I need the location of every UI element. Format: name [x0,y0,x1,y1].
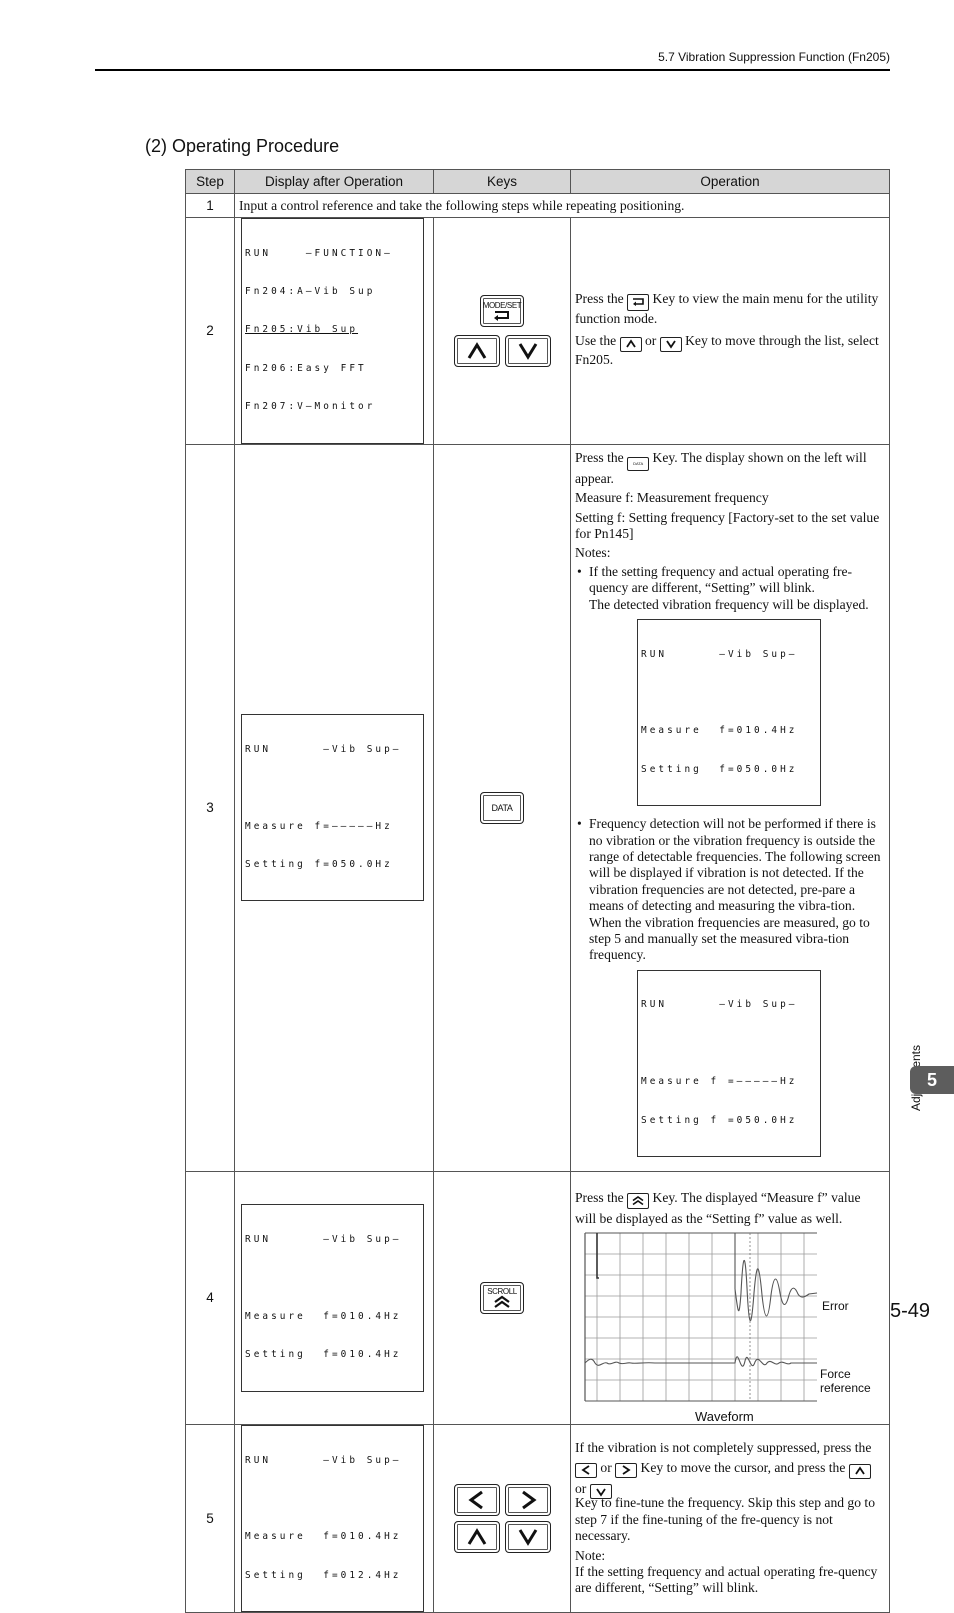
op-text: or [600,1460,612,1476]
right-key[interactable] [505,1484,551,1516]
left-inline-key [575,1463,597,1478]
force-reference-label: Force reference [820,1366,871,1395]
lcd-line: Fn206:Easy FFT [245,362,367,374]
mode-set-key-label: MODE/SET [482,300,522,310]
up-arrow-icon [626,340,636,348]
page-number: 5-49 [889,1300,930,1322]
lcd-line: Measure f=010.4Hz [245,1310,402,1322]
lcd-display-measured [637,619,821,806]
lcd-line: Measure f=010.4Hz [641,725,798,737]
data-key[interactable] [480,792,524,824]
waveform-figure [585,1233,887,1424]
down-arrow-icon [666,340,676,348]
keys-cell [434,444,571,1171]
operation-cell [571,218,890,445]
lcd-line: Measure f=010.4Hz [245,1531,402,1543]
keys-cell [434,1424,571,1612]
up-arrow-icon [467,1528,487,1546]
lcd-line [245,782,420,795]
lcd-line: Setting f=050.0Hz [245,858,393,870]
op-text: or [644,333,657,349]
lcd-line: Setting f=012.4Hz [245,1569,402,1581]
lcd-line: Fn207:V—Monitor [245,401,376,413]
return-arrow-icon [492,310,512,321]
lcd-line [245,1493,420,1506]
down-key[interactable] [505,335,551,367]
left-arrow-icon [582,1465,590,1475]
left-arrow-icon [467,1490,487,1510]
mode-set-key[interactable] [480,295,524,327]
op-text: Setting f: Setting frequency [Factory-set to the set value for Pn145] [575,509,880,541]
step1-text: Input a control reference and take the following steps while repeating positioning. [235,194,890,218]
lcd-line [245,1272,420,1285]
op-text: Press the [575,291,624,307]
waveform-plot [585,1233,817,1401]
table-row-step5 [186,1424,890,1612]
table-row-step4 [186,1171,890,1424]
display-cell [235,218,434,445]
mode-set-inline-key [627,294,649,311]
lcd-line: RUN —Vib Sup— [245,1454,402,1466]
bullet-item: • Frequency detection will not be performed if there is no vibration or the vibration frequency is outside the range of detectable frequencies. The following screen will be displayed if vibration is not detected. If the vibration frequencies are not detected, pre-pare a means of detecting and measuring the vibra-tion. When the vibration frequencies are measured, go to step 5 and manually set the measured vibra-tion frequency. [575,816,885,964]
scroll-key-label: SCROLL [487,1287,517,1297]
lcd-display [241,218,424,444]
op-text: If the setting frequency and actual operating fre-quency are different, “Setting” will blink. [575,1563,878,1596]
procedure-table [185,169,890,1613]
op-text: Press the [575,449,624,465]
lcd-line: RUN —Vib Sup— [641,648,798,660]
op-text: Key to fine-tune the frequency. Skip this step and go to step 7 if the fine-tuning of the fre-quency is not necessary. [575,1495,875,1544]
lcd-line-selected: Fn205:Vib Sup [245,324,359,336]
step-number: 3 [186,444,235,1171]
operation-cell [571,1171,890,1424]
op-text: The detected vibration frequency will be displayed. [589,596,869,612]
left-key[interactable] [454,1484,500,1516]
op-text: Key to move through the list, select Fn205. [575,333,879,367]
lcd-line: RUN —Vib Sup— [245,1233,402,1245]
double-up-chevron-icon [493,1296,511,1308]
lcd-display [241,714,424,901]
lcd-line: RUN —Vib Sup— [245,743,402,755]
op-text: Use the [575,333,617,349]
up-arrow-icon [467,342,487,360]
op-text: Key. The displayed “Measure f” value will be displayed as the “Setting f” value as well. [575,1190,861,1226]
lcd-line [641,687,817,700]
lcd-line [641,1038,817,1051]
right-inline-key [615,1463,637,1478]
lcd-line: Setting f=050.0Hz [641,763,798,775]
scroll-key[interactable] [480,1282,524,1314]
display-cell [235,1424,434,1612]
lcd-line: Measure f=—————Hz [245,820,393,832]
lcd-line: RUN —FUNCTION— [245,247,393,259]
right-arrow-icon [622,1465,630,1475]
header-step: Step [186,170,235,194]
op-text: Key to move the cursor, and press the [640,1460,846,1476]
op-text: Key. The display shown on the left will appear. [575,449,867,486]
keys-cell [434,218,571,445]
lcd-display [241,1425,424,1612]
scroll-inline-key [627,1193,649,1209]
display-cell [235,444,434,1171]
lcd-line: Setting f =050.0Hz [641,1114,798,1126]
lcd-line: Measure f =—————Hz [641,1076,798,1088]
down-arrow-icon [518,342,538,360]
down-arrow-icon [518,1528,538,1546]
up-inline-key [849,1464,871,1479]
down-inline-key [660,337,682,352]
table-header-row [186,170,890,194]
waveform-caption: Waveform [695,1408,754,1424]
double-up-chevron-icon [632,1196,644,1205]
table-row-step1 [186,194,890,218]
down-key[interactable] [505,1521,551,1553]
display-cell [235,1171,434,1424]
lcd-line: Setting f=010.4Hz [245,1349,402,1361]
section-title: (2) Operating Procedure [145,136,340,156]
data-inline-key [627,457,649,471]
step-number: 1 [186,194,235,218]
header-rule [95,69,890,71]
table-row-step2 [186,218,890,445]
operation-cell [571,444,890,1171]
table-row-step3 [186,444,890,1171]
step-number: 5 [186,1424,235,1612]
op-text: Key to view the main menu for the utility function mode. [575,291,879,326]
data-key-label: DATA [491,802,513,813]
data-inline-key-label: DATA [633,460,644,466]
header-display: Display after Operation [235,170,434,194]
op-text: or [575,1480,587,1496]
op-text: Press the [575,1190,624,1206]
up-key[interactable] [454,335,500,367]
lcd-line: RUN —Vib Sup— [641,999,798,1011]
op-text: If the setting frequency and actual operating fre-quency are different, “Setting” will blink. [589,563,853,596]
bullet-item [575,564,885,613]
op-text: If the vibration is not completely suppressed, press the [575,1440,872,1456]
right-arrow-icon [518,1490,538,1510]
up-arrow-icon [855,1467,865,1475]
op-text: Measure f: Measurement frequency [575,490,769,506]
operation-cell [571,1424,890,1612]
op-notes-label: Notes: [575,545,611,561]
error-label: Error [822,1298,849,1313]
keys-cell [434,1171,571,1424]
lcd-display-not-detected [637,970,821,1157]
header-keys: Keys [434,170,571,194]
return-arrow-icon [631,298,645,306]
step-number: 2 [186,218,235,445]
header-operation: Operation [571,170,890,194]
up-key[interactable] [454,1521,500,1553]
lcd-display [241,1204,424,1391]
chapter-tab: 5 [910,1066,954,1094]
op-note-label: Note: [575,1547,606,1563]
header-section-ref: 5.7 Vibration Suppression Function (Fn205) [658,50,890,64]
step-number: 4 [186,1171,235,1424]
lcd-line: Fn204:A—Vib Sup [245,285,376,297]
up-inline-key [620,337,642,352]
